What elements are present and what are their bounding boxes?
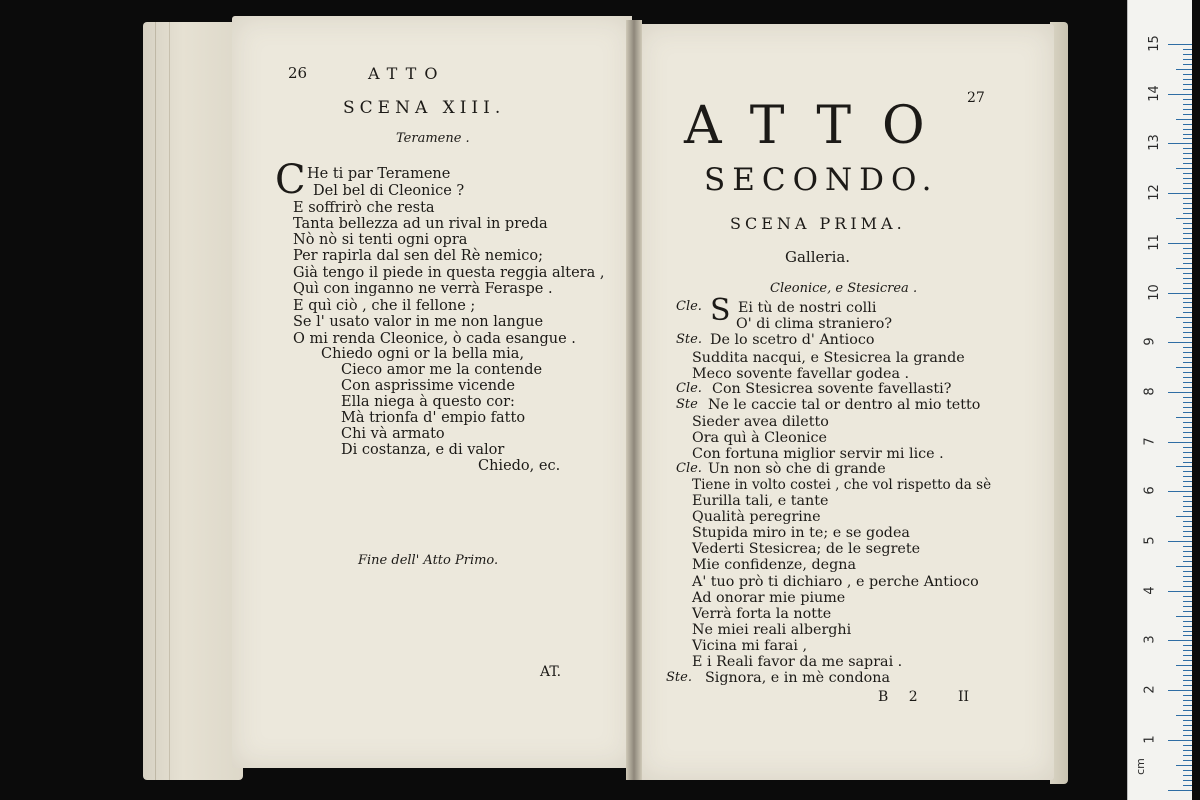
verse-line: Ella niega à questo cor: (341, 394, 515, 410)
measuring-ruler (1127, 0, 1192, 800)
ruler-tick (1176, 466, 1192, 467)
ruler-tick (1183, 780, 1192, 781)
ruler-tick (1183, 278, 1192, 279)
ruler-tick (1168, 491, 1192, 492)
verse-line: Del bel di Cleonice ? (313, 183, 465, 199)
ruler-tick (1183, 387, 1192, 388)
speaker-tag: Cle. (676, 461, 702, 476)
ruler-tick (1183, 173, 1192, 174)
ruler-tick (1183, 377, 1192, 378)
ruler-tick (1168, 342, 1192, 343)
ruler-tick (1176, 715, 1192, 716)
ruler-tick (1183, 626, 1192, 627)
dialogue-line: Ei tù de nostri colli (738, 300, 877, 316)
dialogue-line: E i Reali favor da me saprai . (692, 654, 903, 670)
ruler-tick (1183, 785, 1192, 786)
ruler-tick (1183, 228, 1192, 229)
ruler-tick (1168, 243, 1192, 244)
speaker-tag: Cle. (676, 381, 702, 396)
ruler-tick (1183, 775, 1192, 776)
dialogue-line: O' di clima straniero? (736, 316, 893, 332)
verse-line: Con asprissime vicende (341, 378, 515, 394)
ruler-tick (1183, 720, 1192, 721)
ruler-tick (1183, 655, 1192, 656)
ruler-tick (1183, 362, 1192, 363)
ruler-tick (1183, 581, 1192, 582)
ruler-tick (1168, 193, 1192, 194)
dialogue-line: Ne le caccie tal or dentro al mio tetto (708, 397, 981, 413)
verse-line: Di costanza, e di valor (341, 442, 505, 458)
ruler-tick (1168, 640, 1192, 641)
left-running-head: ATTO (368, 64, 446, 83)
ruler-tick (1183, 357, 1192, 358)
ruler-number: 14 (1146, 84, 1162, 102)
catchword: AT. (540, 664, 562, 680)
verse-line: Cieco amor me la contende (341, 362, 543, 378)
verse-line: Chi và armato (341, 426, 445, 442)
ruler-tick (1183, 233, 1192, 234)
dialogue-line: Ne miei reali alberghi (692, 622, 852, 638)
right-scene-title: SCENA PRIMA. (730, 214, 906, 233)
ruler-tick (1176, 119, 1192, 120)
verse-line: O mi renda Cleonice, ò cada esangue . (293, 331, 576, 347)
ruler-tick (1183, 760, 1192, 761)
ruler-tick (1183, 283, 1192, 284)
ruler-tick (1176, 268, 1192, 269)
ruler-number: 4 (1142, 586, 1158, 595)
ruler-tick (1176, 616, 1192, 617)
ruler-tick (1183, 755, 1192, 756)
ruler-tick (1168, 591, 1192, 592)
verse-line: E quì ciò , che il fellone ; (293, 298, 476, 314)
dialogue-line: Sieder avea diletto (692, 414, 829, 430)
dialogue-line: Con Stesicrea sovente favellasti? (712, 381, 952, 397)
ruler-tick (1168, 143, 1192, 144)
dialogue-line: Verrà forta la notte (692, 606, 832, 622)
ruler-number: 7 (1142, 436, 1158, 446)
dialogue-line: A' tuo prò ti dichiaro , e perche Antioco (692, 574, 979, 590)
verse-line: Tanta bellezza ad un rival in preda (293, 216, 548, 232)
ruler-tick (1183, 462, 1192, 463)
ruler-tick (1183, 606, 1192, 607)
ruler-tick (1183, 183, 1192, 184)
ruler-tick (1183, 546, 1192, 547)
ruler-tick (1183, 621, 1192, 622)
ruler-tick (1183, 84, 1192, 85)
ruler-tick (1183, 148, 1192, 149)
dialogue-line: Un non sò che di grande (708, 461, 886, 477)
ruler-tick (1183, 188, 1192, 189)
ruler-tick (1183, 238, 1192, 239)
ruler-number: 2 (1142, 685, 1158, 694)
signature-mark: B 2 (878, 689, 926, 705)
ruler-tick (1183, 114, 1192, 115)
ruler-tick (1183, 660, 1192, 661)
right-drop-cap: S (710, 293, 731, 328)
ruler-tick (1183, 124, 1192, 125)
ruler-tick (1183, 332, 1192, 333)
scene-setting: Galleria. (785, 248, 851, 266)
ruler-tick (1183, 536, 1192, 537)
ruler-tick (1183, 54, 1192, 55)
ruler-tick (1183, 551, 1192, 552)
dialogue-line: Vederti Stesicrea; de le segrete (692, 541, 921, 557)
speaker-tag: Cle. (676, 299, 702, 314)
speaker-tag: Ste. (676, 332, 702, 347)
act-number: SECONDO. (704, 162, 939, 198)
ruler-tick (1183, 109, 1192, 110)
ruler-tick (1183, 571, 1192, 572)
ruler-tick (1183, 670, 1192, 671)
left-page-stack (143, 22, 243, 780)
ruler-tick (1183, 258, 1192, 259)
ruler-tick (1183, 645, 1192, 646)
ruler-tick (1183, 700, 1192, 701)
ruler-tick (1183, 730, 1192, 731)
ruler-tick (1183, 476, 1192, 477)
ruler-number: 3 (1142, 635, 1158, 645)
ruler-tick (1168, 392, 1192, 393)
ruler-tick (1183, 49, 1192, 50)
ruler-tick (1183, 452, 1192, 453)
right-page-number: 27 (967, 90, 985, 106)
ruler-tick (1176, 367, 1192, 368)
ruler-number: 6 (1142, 486, 1158, 495)
ruler-number: 9 (1142, 337, 1158, 346)
ruler-tick (1183, 402, 1192, 403)
ruler-number: 5 (1142, 536, 1158, 545)
ruler-tick (1183, 685, 1192, 686)
ruler-tick (1183, 745, 1192, 746)
ruler-number: 1 (1142, 735, 1158, 744)
ruler-tick (1183, 705, 1192, 706)
verse-line: Quì con inganno ne verrà Feraspe . (293, 281, 553, 297)
ruler-tick (1183, 307, 1192, 308)
ruler-tick (1183, 327, 1192, 328)
ruler-tick (1183, 208, 1192, 209)
speaker-tag: Ste. (666, 670, 692, 685)
ruler-tick (1183, 596, 1192, 597)
ruler-tick (1183, 412, 1192, 413)
dialogue-line: Stupida miro in te; e se godea (692, 525, 910, 541)
verse-line: Per rapirla dal sen del Rè nemico; (293, 248, 543, 264)
ruler-tick (1183, 74, 1192, 75)
ruler-tick (1183, 576, 1192, 577)
dialogue-line: Meco sovente favellar godea . (692, 366, 910, 382)
ruler-tick (1183, 79, 1192, 80)
ruler-tick (1183, 561, 1192, 562)
ruler-tick (1183, 471, 1192, 472)
ruler-tick (1183, 695, 1192, 696)
ruler-tick (1168, 541, 1192, 542)
ruler-tick (1183, 129, 1192, 130)
verse-line: Mà trionfa d' empio fatto (341, 410, 526, 426)
ruler-tick (1183, 153, 1192, 154)
ruler-tick (1183, 302, 1192, 303)
dialogue-line: Ad onorar mie piume (692, 590, 846, 606)
ruler-tick (1183, 223, 1192, 224)
ruler-tick (1168, 790, 1192, 791)
ruler-tick (1183, 397, 1192, 398)
act-end-note: Fine dell' Atto Primo. (358, 553, 499, 568)
ruler-tick (1183, 178, 1192, 179)
ruler-tick (1183, 496, 1192, 497)
ruler-tick (1168, 293, 1192, 294)
speaker-tag: Ste (676, 397, 698, 412)
ruler-tick (1168, 44, 1192, 45)
ruler-tick (1183, 248, 1192, 249)
ruler-tick (1183, 263, 1192, 264)
ruler-tick (1183, 521, 1192, 522)
dialogue-line: Vicina mi farai , (692, 638, 808, 654)
ruler-tick (1183, 725, 1192, 726)
ruler-tick (1183, 203, 1192, 204)
ruler-tick (1183, 675, 1192, 676)
ruler-tick (1176, 317, 1192, 318)
ruler-tick (1183, 531, 1192, 532)
ruler-tick (1183, 770, 1192, 771)
scene-persons: Cleonice, e Stesicrea . (770, 281, 918, 296)
ruler-tick (1183, 213, 1192, 214)
ruler-tick (1183, 710, 1192, 711)
ruler-tick (1183, 437, 1192, 438)
dialogue-line: De lo scetro d' Antioco (710, 332, 875, 348)
ruler-tick (1183, 422, 1192, 423)
verse-line: Se l' usato valor in me non langue (293, 314, 544, 330)
ruler-tick (1183, 382, 1192, 383)
ruler-number: 8 (1142, 387, 1158, 396)
ruler-tick (1183, 486, 1192, 487)
ruler-tick (1168, 442, 1192, 443)
ruler-tick (1183, 556, 1192, 557)
ruler-tick (1183, 158, 1192, 159)
dialogue-line: Mie confidenze, degna (692, 557, 856, 573)
ruler-tick (1183, 650, 1192, 651)
ruler-tick (1183, 322, 1192, 323)
left-speaker: Teramene . (396, 131, 470, 146)
ruler-tick (1183, 631, 1192, 632)
ruler-tick (1183, 312, 1192, 313)
ruler-tick (1176, 566, 1192, 567)
ruler-tick (1176, 168, 1192, 169)
ruler-tick (1183, 481, 1192, 482)
ruler-tick (1183, 337, 1192, 338)
ruler-tick (1183, 59, 1192, 60)
signature-roman: II (958, 689, 970, 705)
dialogue-line: Qualità peregrine (692, 509, 821, 525)
dialogue-line: Signora, e in mè condona (705, 670, 890, 686)
ruler-tick (1183, 352, 1192, 353)
ruler-tick (1183, 506, 1192, 507)
verse-line: He ti par Teramene (307, 166, 451, 182)
ruler-number: 12 (1146, 184, 1162, 201)
ruler-tick (1176, 516, 1192, 517)
ruler-tick (1183, 750, 1192, 751)
verse-line: E soffrirò che resta (293, 200, 435, 216)
ruler-tick (1183, 601, 1192, 602)
ruler-tick (1183, 134, 1192, 135)
ruler-number: 15 (1146, 35, 1162, 52)
ruler-tick (1183, 501, 1192, 502)
dialogue-line: Eurilla tali, e tante (692, 493, 829, 509)
ruler-number: 13 (1146, 134, 1162, 152)
ruler-tick (1183, 447, 1192, 448)
dialogue-line: Con fortuna miglior servir mi lice . (692, 446, 944, 462)
ruler-tick (1176, 765, 1192, 766)
ruler-tick (1183, 635, 1192, 636)
ruler-tick (1183, 99, 1192, 100)
ruler-tick (1183, 526, 1192, 527)
verse-line: Nò nò si tenti ogni opra (293, 232, 468, 248)
ruler-tick (1183, 432, 1192, 433)
ruler-tick (1183, 163, 1192, 164)
dialogue-line: Tiene in volto costei , che vol rispetto da sè (692, 477, 992, 493)
ruler-tick (1183, 611, 1192, 612)
verse-line: Già tengo il piede in questa reggia altera , (293, 265, 605, 281)
ruler-tick (1168, 740, 1192, 741)
dialogue-line: Suddita nacqui, e Stesicrea la grande (692, 350, 965, 366)
ruler-tick (1183, 288, 1192, 289)
verse-line: Chiedo ogni or la bella mia, (321, 346, 525, 362)
ruler-tick (1183, 735, 1192, 736)
ruler-tick (1183, 89, 1192, 90)
ruler-tick (1183, 586, 1192, 587)
ruler-tick (1176, 417, 1192, 418)
ruler-tick (1183, 457, 1192, 458)
ruler-tick (1183, 64, 1192, 65)
ruler-tick (1183, 104, 1192, 105)
left-scene-title: SCENA XIII. (343, 98, 506, 118)
ruler-tick (1183, 511, 1192, 512)
verse-line: Chiedo, ec. (478, 458, 561, 474)
ruler-tick (1183, 427, 1192, 428)
ruler-unit-label: cm (1133, 758, 1147, 775)
ruler-tick (1183, 198, 1192, 199)
left-drop-cap: C (275, 157, 306, 203)
dialogue-line: Ora quì à Cleonice (692, 430, 827, 446)
left-page-number: 26 (288, 64, 308, 82)
ruler-tick (1168, 94, 1192, 95)
ruler-number: 11 (1146, 234, 1162, 251)
ruler-tick (1168, 690, 1192, 691)
ruler-tick (1183, 273, 1192, 274)
ruler-tick (1183, 372, 1192, 373)
ruler-tick (1183, 407, 1192, 408)
ruler-number: 10 (1146, 283, 1162, 301)
book-gutter (626, 20, 642, 780)
ruler-tick (1183, 253, 1192, 254)
ruler-tick (1183, 298, 1192, 299)
ruler-tick (1183, 347, 1192, 348)
ruler-tick (1183, 138, 1192, 139)
ruler-tick (1176, 69, 1192, 70)
ruler-tick (1176, 218, 1192, 219)
ruler-tick (1176, 665, 1192, 666)
ruler-tick (1183, 680, 1192, 681)
act-title: ATTO (684, 96, 956, 156)
